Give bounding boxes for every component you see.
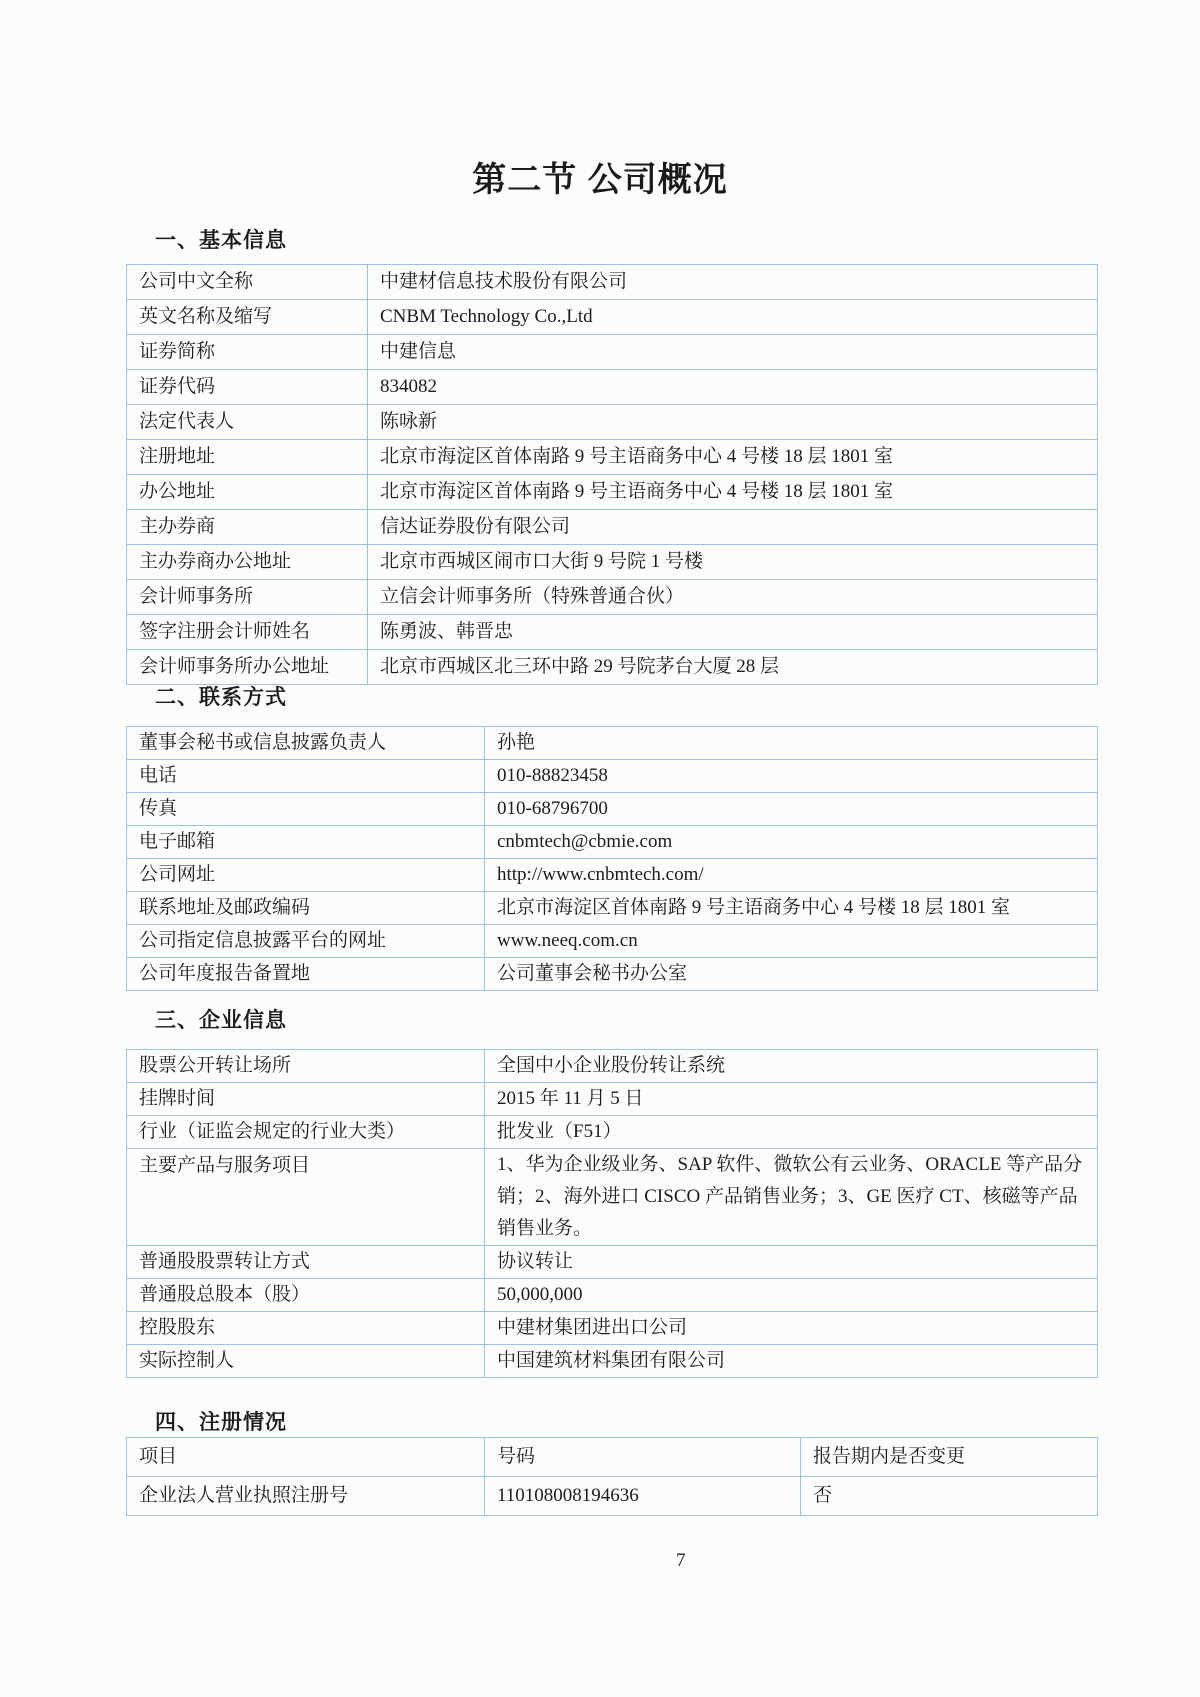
row-value: 中建信息 [368,335,1098,370]
row-label: 普通股总股本（股） [127,1279,485,1312]
row-label: 董事会秘书或信息披露负责人 [127,727,485,760]
registration-info-table [126,1437,1098,1516]
row-label: 会计师事务所办公地址 [127,650,368,685]
row-value: 孙艳 [485,727,1098,760]
row-value: 中建材信息技术股份有限公司 [368,265,1098,300]
row-label: 办公地址 [127,475,368,510]
table-row [127,1083,1098,1116]
row-value: cnbmtech@cbmie.com [485,826,1098,859]
table-row [127,859,1098,892]
row-label: 电话 [127,760,485,793]
row-label: 传真 [127,793,485,826]
table-row [127,300,1098,335]
row-label: 公司年度报告备置地 [127,958,485,991]
row-value: 全国中小企业股份转让系统 [485,1050,1098,1083]
row-number: 110108008194636 [485,1477,801,1516]
row-value: 公司董事会秘书办公室 [485,958,1098,991]
row-value: CNBM Technology Co.,Ltd [368,300,1098,335]
table-row [127,370,1098,405]
row-label: 挂牌时间 [127,1083,485,1116]
row-label: 普通股股票转让方式 [127,1246,485,1279]
row-value: 立信会计师事务所（特殊普通合伙） [368,580,1098,615]
row-value: 北京市西城区闹市口大街 9 号院 1 号楼 [368,545,1098,580]
row-item: 企业法人营业执照注册号 [127,1477,485,1516]
table-header-row [127,1438,1098,1477]
row-value: 北京市西城区北三环中路 29 号院茅台大厦 28 层 [368,650,1098,685]
table-row [127,958,1098,991]
contact-info-table [126,726,1098,991]
row-changed: 否 [801,1477,1098,1516]
section-heading-basic-info: 一、基本信息 [155,229,287,252]
row-label: 证券代码 [127,370,368,405]
table-row [127,826,1098,859]
table-row [127,475,1098,510]
row-label: 英文名称及缩写 [127,300,368,335]
row-value: 信达证券股份有限公司 [368,510,1098,545]
row-label: 联系地址及邮政编码 [127,892,485,925]
row-label: 主要产品与服务项目 [127,1149,485,1246]
table-row [127,793,1098,826]
table-row [127,1149,1098,1246]
row-value: 协议转让 [485,1246,1098,1279]
row-value: 中建材集团进出口公司 [485,1312,1098,1345]
section-heading-registration-info: 四、注册情况 [155,1411,287,1434]
section-heading-contact-info: 二、联系方式 [155,686,287,709]
row-label: 会计师事务所 [127,580,368,615]
row-value: 北京市海淀区首体南路 9 号主语商务中心 4 号楼 18 层 1801 室 [368,475,1098,510]
table-row [127,265,1098,300]
row-label: 控股股东 [127,1312,485,1345]
row-value: 2015 年 11 月 5 日 [485,1083,1098,1116]
row-label: 证券简称 [127,335,368,370]
table-row [127,892,1098,925]
row-value: 834082 [368,370,1098,405]
row-label: 公司网址 [127,859,485,892]
table-row [127,405,1098,440]
row-value: 陈咏新 [368,405,1098,440]
table-row [127,760,1098,793]
section-heading-enterprise-info: 三、企业信息 [155,1009,287,1032]
table-row [127,1345,1098,1378]
table-row [127,615,1098,650]
table-row [127,335,1098,370]
row-value: 1、华为企业级业务、SAP 软件、微软公有云业务、ORACLE 等产品分销；2、海外进口 CISCO 产品销售业务；3、GE 医疗 CT、核磁等产品销售业务。 [485,1149,1098,1246]
row-value: 中国建筑材料集团有限公司 [485,1345,1098,1378]
column-header-number: 号码 [485,1438,801,1477]
column-header-changed: 报告期内是否变更 [801,1438,1098,1477]
page-number: 7 [676,1550,686,1571]
row-label: 实际控制人 [127,1345,485,1378]
row-value: 010-88823458 [485,760,1098,793]
basic-info-table [126,264,1098,685]
row-label: 行业（证监会规定的行业大类） [127,1116,485,1149]
page-title: 第二节 公司概况 [472,161,728,199]
row-label: 公司中文全称 [127,265,368,300]
table-row [127,510,1098,545]
row-label: 股票公开转让场所 [127,1050,485,1083]
enterprise-info-table [126,1049,1098,1378]
table-row [127,580,1098,615]
table-row [127,727,1098,760]
table-row [127,1246,1098,1279]
table-row [127,650,1098,685]
column-header-item: 项目 [127,1438,485,1477]
row-label: 电子邮箱 [127,826,485,859]
row-value: 50,000,000 [485,1279,1098,1312]
table-row [127,925,1098,958]
table-row [127,1279,1098,1312]
row-label: 公司指定信息披露平台的网址 [127,925,485,958]
table-row [127,1050,1098,1083]
table-row [127,545,1098,580]
row-value: 010-68796700 [485,793,1098,826]
row-label: 主办券商 [127,510,368,545]
row-label: 主办券商办公地址 [127,545,368,580]
table-row [127,1312,1098,1345]
row-value: 北京市海淀区首体南路 9 号主语商务中心 4 号楼 18 层 1801 室 [485,892,1098,925]
row-value: www.neeq.com.cn [485,925,1098,958]
table-row [127,1116,1098,1149]
table-row [127,1477,1098,1516]
row-label: 法定代表人 [127,405,368,440]
row-value: 陈勇波、韩晋忠 [368,615,1098,650]
table-row [127,440,1098,475]
row-label: 注册地址 [127,440,368,475]
row-value: http://www.cnbmtech.com/ [485,859,1098,892]
row-value: 批发业（F51） [485,1116,1098,1149]
row-value: 北京市海淀区首体南路 9 号主语商务中心 4 号楼 18 层 1801 室 [368,440,1098,475]
row-label: 签字注册会计师姓名 [127,615,368,650]
